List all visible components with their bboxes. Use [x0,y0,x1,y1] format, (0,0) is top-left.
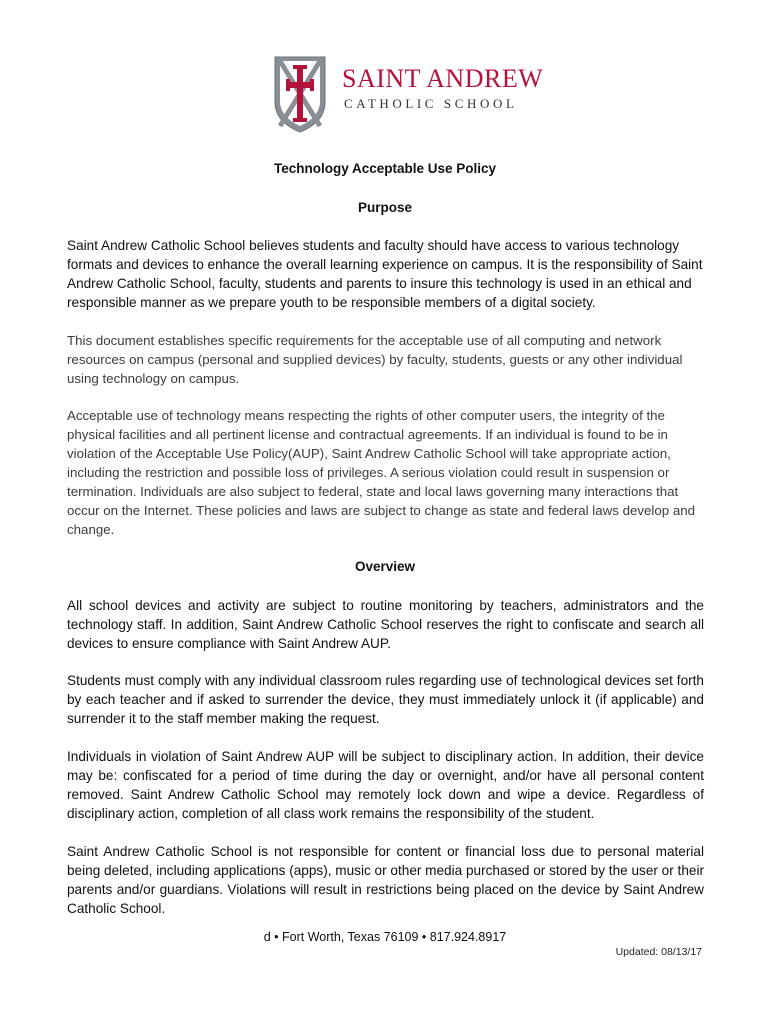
logo-school-subtitle: CATHOLIC SCHOOL [344,96,518,111]
purpose-paragraph-2: This document establishes specific requirements for the acceptable use of all computing and network resources on campus (personal and supplied devices) by faculty, students, guests or any other individual using technology on campus. [67,333,683,386]
purpose-paragraph-1: Saint Andrew Catholic School believes students and faculty should have access to various technology formats and devices to enhance the overall learning experience on campus. It is the responsibility of Saint Andrew Catholic School, faculty, students and parents to insure this technology is used in an ethical and responsible manner as we prepare youth to be responsible members of a digital society. [67,238,703,310]
logo-school-name: SAINT ANDREW [342,64,544,93]
purpose-paragraph-3: Acceptable use of technology means respecting the rights of other computer users, the integrity of the physical facilities and all pertinent license and contractual agreements. If an individual is found to be in violation of the Acceptable Use Policy(AUP), Saint Andrew Catholic School will take appropriate action, including the restriction and possible loss of privileges. A serious violation could result in suspension or termination. Individuals are also subject to federal, state and local laws governing many interactions that occur on the Internet. These policies and laws are subject to change as state and federal laws develop and change. [67,408,696,537]
overview-heading: Overview [354,559,416,574]
updated-date: Updated: 08/13/17 [615,946,702,958]
overview-paragraph-3: Individuals in violation of Saint Andrew AUP will be subject to disciplinary action. In addition, their device may be: confiscated for a period of time during the day or overnight, and/or have all personal content removed. Saint Andrew Catholic School may remotely lock down and wipe a device. Regardless of disciplinary action, completion of all class work remains the responsibility of the student. [67,749,704,821]
shield-cross-icon [272,54,328,134]
school-logo [272,54,544,134]
page-title: Technology Acceptable Use Policy [273,161,497,176]
overview-paragraph-2: Students must comply with any individual classroom rules regarding use of technological devices set forth by each teacher and if asked to surrender the device, they must immediately unlock it (if applicable) and surrender it to the staff member making the request. [67,673,704,726]
overview-paragraph-1: All school devices and activity are subject to routine monitoring by teachers, administrators and the technology staff. In addition, Saint Andrew Catholic School reserves the right to confiscate and search all devices to ensure compliance with Saint Andrew AUP. [67,598,704,651]
purpose-heading: Purpose [357,200,412,215]
footer-address: d • Fort Worth, Texas 76109 • 817.924.8917 [263,930,507,944]
overview-paragraph-4: Saint Andrew Catholic School is not responsible for content or financial loss due to personal material being deleted, including applications (apps), music or other media purchased or stored by the user or their parents and/or guardians. Violations will result in restrictions being placed on the device by Saint Andrew Catholic School. [67,844,704,916]
